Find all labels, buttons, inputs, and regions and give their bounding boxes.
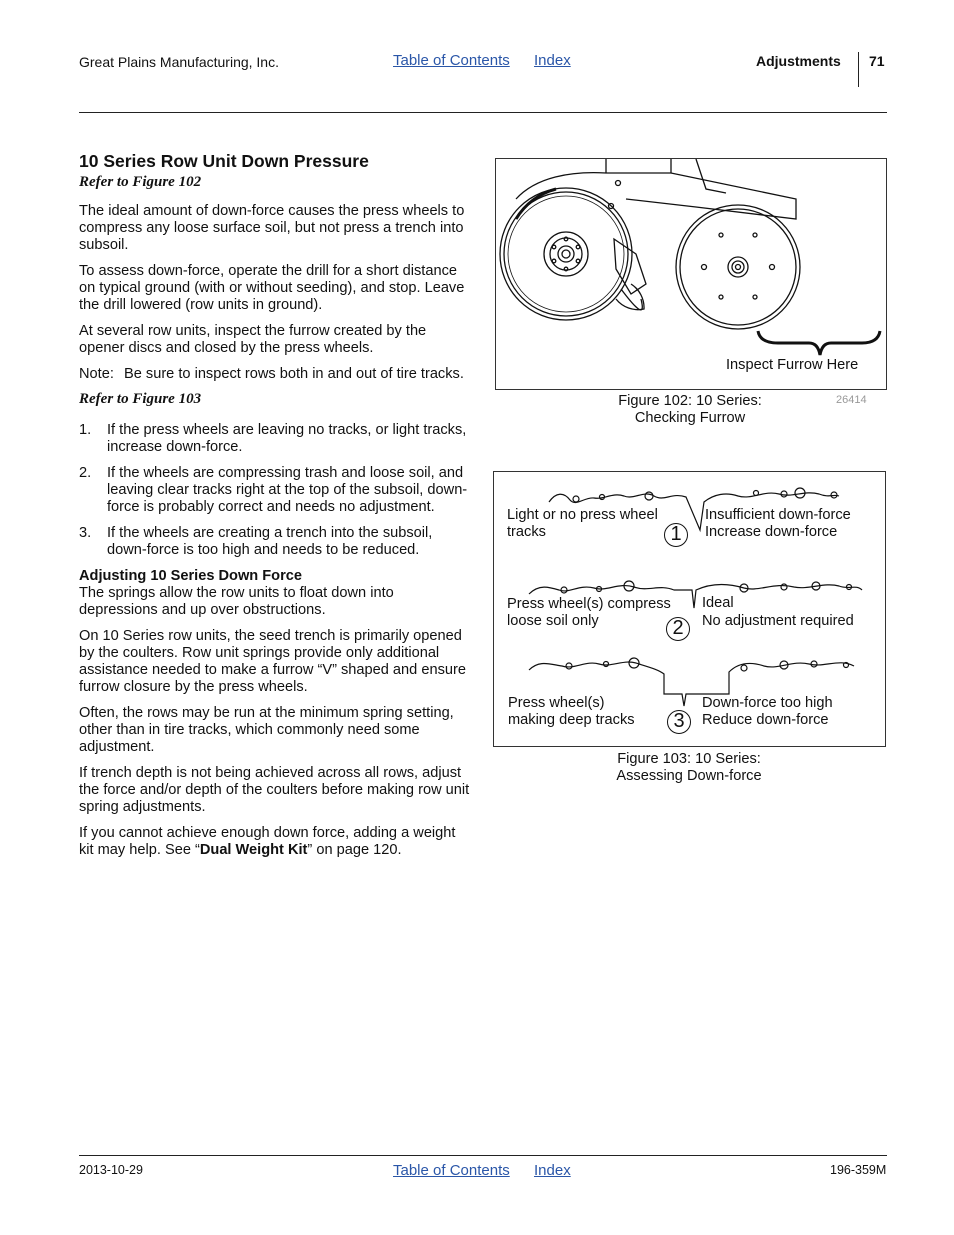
paragraph-trench-depth: If trench depth is not being achieved across all rows, adjust the force and/or depth of the coulters before making row unit spring adjustments. (79, 765, 470, 815)
footer-date: 2013-10-29 (79, 1163, 143, 1177)
header-rule (79, 112, 887, 113)
row1-right-line2: Increase down-force (705, 524, 838, 540)
row1-left-line2: tracks (507, 524, 546, 540)
paragraph-seed-trench: On 10 Series row units, the seed trench is primarily opened by the coulters. Row unit springs provide only additional assistance needed to make a furrow “V” shaped and ensure furrow closure by the press wheels. (79, 628, 466, 695)
paragraph-assess-force: To assess down-force, operate the drill for a short distance on typical ground (with or without seeding), and stop. Leave the drill lowered (row units in ground). (79, 263, 465, 313)
figure-102-frame (495, 158, 887, 390)
row2-right-line1: Ideal (702, 595, 734, 611)
row1-left-line1: Light or no press wheel (507, 507, 658, 523)
weight-kit-text-b: ” on page 120. (307, 842, 402, 858)
list-item-text: If the wheels are compressing trash and loose soil, and leaving clear tracks right at the top of the subsoil, down-force is probably correct and needs no adjustment. (107, 465, 468, 515)
index-link-header[interactable]: Index (534, 52, 571, 69)
note-label: Note: (79, 366, 114, 382)
row2-left-line2: loose soil only (507, 613, 599, 629)
list-item-number: 2. (79, 465, 92, 481)
paragraph-weight-kit (79, 825, 471, 859)
row1-number-badge: 1 (664, 523, 688, 547)
row2-left-line1: Press wheel(s) compress (507, 596, 671, 612)
figure-103-caption-line2: Assessing Down-force (616, 768, 762, 784)
list-item-text: If the wheels are creating a trench into the subsoil, down-force is too high and needs to be reduced. (107, 525, 433, 558)
section-heading: 10 Series Row Unit Down Pressure (79, 151, 369, 171)
row3-left-line2: making deep tracks (508, 712, 635, 728)
paragraph-springs: The springs allow the row units to float down into depressions and up over obstructions. (79, 585, 394, 618)
dual-weight-kit-link[interactable]: Dual Weight Kit (199, 842, 308, 858)
main-text-column (79, 151, 471, 868)
figure-103-frame (493, 471, 886, 747)
row2-right-line2: No adjustment required (702, 613, 854, 629)
row3-right-line1: Down-force too high (702, 695, 833, 711)
list-item-number: 1. (79, 422, 92, 438)
weight-kit-text-a: If you cannot achieve enough down force, adding a weight kit may help. See “ (79, 825, 456, 858)
row3-number-badge: 3 (667, 710, 691, 734)
toc-link-header[interactable]: Table of Contents (393, 52, 510, 69)
row2-number-badge: 2 (666, 617, 690, 641)
list-item (79, 465, 471, 516)
figure-103-caption (589, 751, 789, 785)
subsection-heading: Adjusting 10 Series Down Force (79, 568, 303, 584)
list-item (79, 422, 471, 456)
figure-102-caption (590, 393, 790, 427)
doc-number: 196-359M (830, 1163, 887, 1177)
row3-right-line2: Reduce down-force (702, 712, 829, 728)
page-number: 71 (869, 53, 885, 69)
figure-103-caption-line1: Figure 103: 10 Series: (617, 751, 761, 767)
list-item (79, 525, 471, 559)
figure-reference-102: Refer to Figure 102 (79, 174, 202, 190)
company-name: Great Plains Manufacturing, Inc. (79, 54, 279, 70)
row-unit-illustration (496, 159, 886, 389)
figure-102-caption-line1: Figure 102: 10 Series: (618, 393, 762, 409)
list-item-text: If the press wheels are leaving no tracks, or light tracks, increase down-force. (107, 422, 467, 455)
inspect-furrow-label: Inspect Furrow Here (726, 357, 859, 373)
note-text: Be sure to inspect rows both in and out of tire tracks. (124, 366, 464, 382)
header-divider (858, 52, 859, 87)
list-item-number: 3. (79, 525, 92, 541)
paragraph-minimum-spring: Often, the rows may be run at the minimum spring setting, other than in tire tracks, which commonly need some adjustment. (79, 705, 454, 755)
paragraph-inspect-furrow: At several row units, inspect the furrow created by the opener discs and closed by the press wheels. (79, 323, 427, 356)
row3-left-line1: Press wheel(s) (508, 695, 605, 711)
note-block (79, 366, 471, 383)
section-title: Adjustments (756, 53, 841, 69)
figure-102-caption-line2: Checking Furrow (634, 410, 746, 426)
index-link-footer[interactable]: Index (534, 1162, 571, 1179)
row1-right-line1: Insufficient down-force (705, 507, 851, 523)
paragraph-ideal-force: The ideal amount of down-force causes the press wheels to compress any loose surface soil, but not press a trench into subsoil. (79, 203, 465, 253)
footer-rule (79, 1155, 887, 1156)
toc-link-footer[interactable]: Table of Contents (393, 1162, 510, 1179)
figure-reference-103: Refer to Figure 103 (79, 391, 202, 407)
part-number: 26414 (836, 394, 867, 406)
